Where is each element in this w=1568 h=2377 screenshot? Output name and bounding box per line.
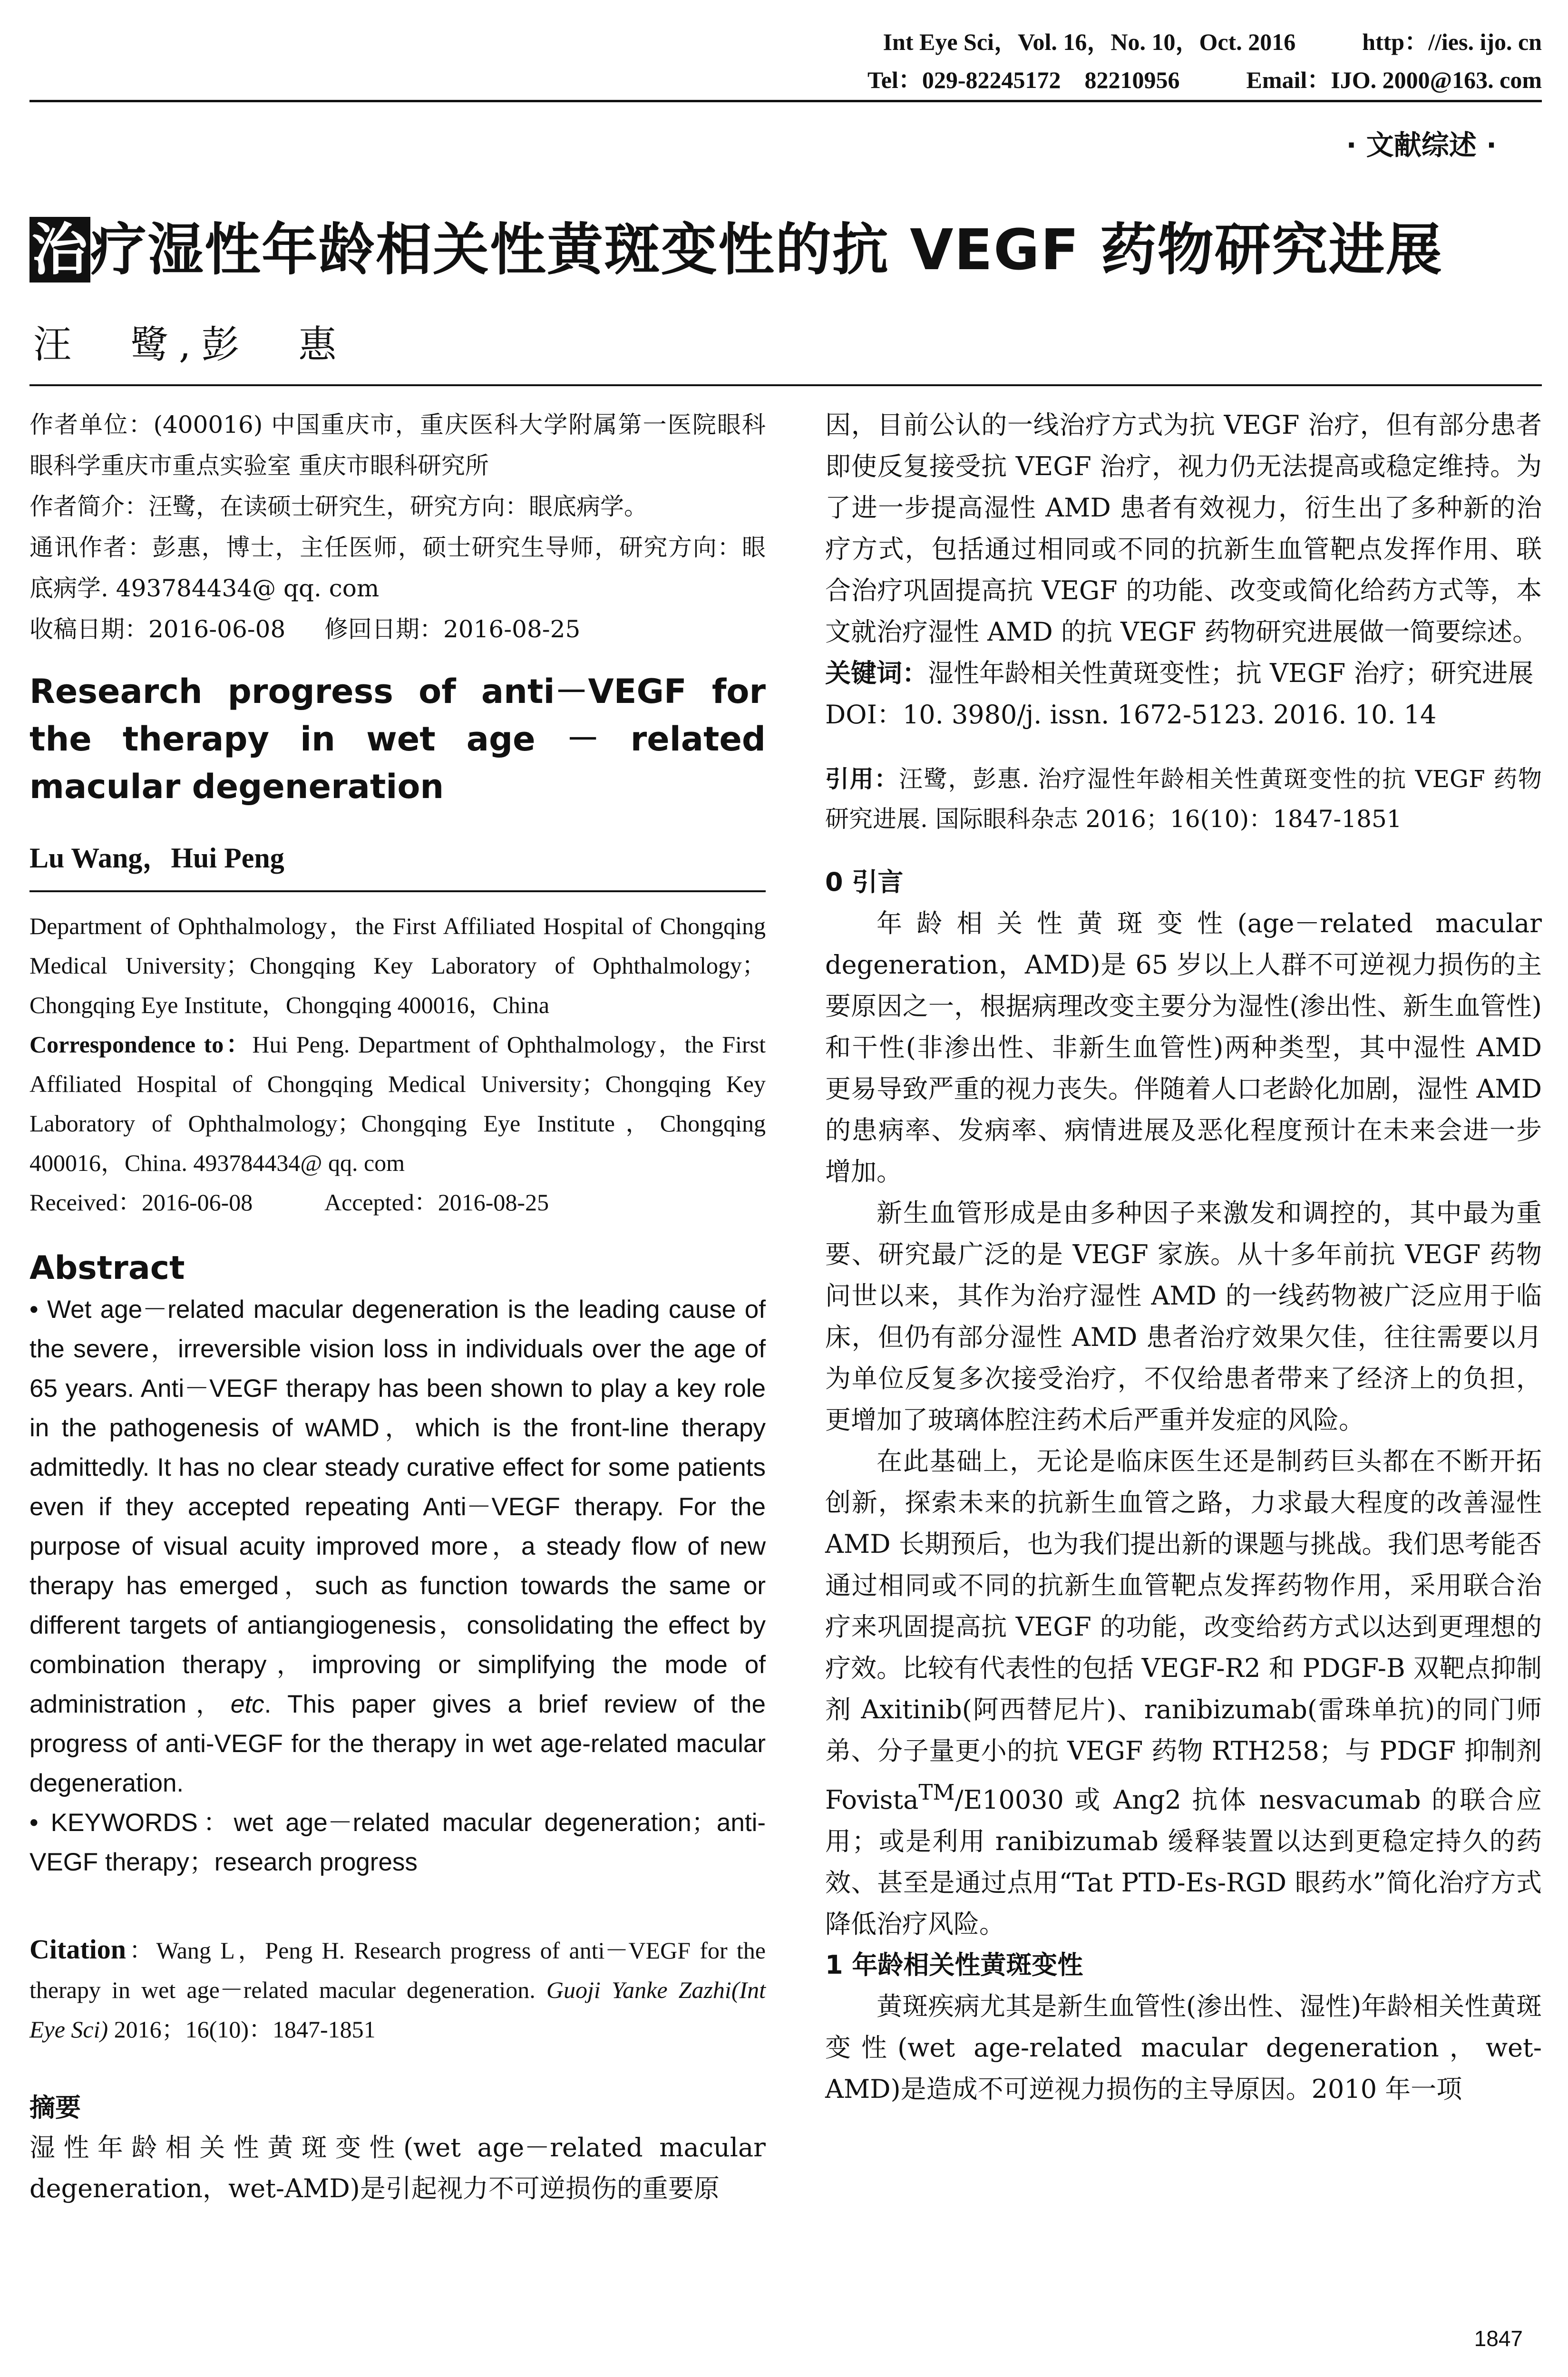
header-divider <box>29 100 1542 102</box>
abstract-etc: etc <box>230 1690 264 1718</box>
journal-url: http：//ies. ijo. cn <box>1362 29 1542 55</box>
received-date-cn: 收稿日期：2016-06-08 <box>29 615 286 643</box>
keywords-en: • KEYWORDS：wet age－related macular degeneration；anti-VEGF therapy；research progress <box>29 1809 766 1876</box>
journal-header-line2 <box>867 61 1542 95</box>
revised-date-cn: 修回日期：2016-08-25 <box>324 615 581 643</box>
title-rest: 疗湿性年龄相关性黄斑变性的抗 VEGF 药物研究进展 <box>90 217 1443 283</box>
citation-journal: Guoji Yanke Zazhi(Int Eye Sci) <box>29 1977 766 2043</box>
paragraph-1: 年龄相关性黄斑变性(age－related macular degeneration，AMD)是 65 岁以上人群不可逆视力损伤的主要原因之一，根据病理改变主要分为湿性(渗出性、新生血管性)和干性(非渗出性、非新生血管性)两种类型，其中湿性 AMD 更易导致严重的视力丧失。伴随着人口老龄化加剧，湿性 AMD 的患病率、发病率、病情进展及恶化程度预计在未来会进一步增加。 <box>825 908 1542 1187</box>
corresponding-author-cn: 通讯作者：彭惠，博士，主任医师，硕士研究生导师，研究方向：眼底病学. 493784434@ qq. com <box>29 534 766 602</box>
abstract-cn-continued: 因，目前公认的一线治疗方式为抗 VEGF 治疗，但有部分患者即使反复接受抗 VEGF 治疗，视力仍无法提高或稳定维持。为了进一步提高湿性 AMD 患者有效视力，衍生出了多种新的治疗方式，包括通过相同或不同的抗新生血管靶点发挥作用、联合治疗巩固提高抗 VEGF 的功能、改变或简化给药方式等，本文就治疗湿性 AMD 的抗 VEGF 药物研究进展做一简要综述。 关键词：湿性年龄相关性黄斑变性；抗 VEGF 治疗；研究进展 DOI：10. 3980/j. issn. 1672-5123. 2016. 10. 14 <box>825 404 1542 735</box>
section-1-body <box>825 1986 1542 2110</box>
paragraph-2: 新生血管形成是由多种因子来激发和调控的，其中最为重要、研究最广泛的是 VEGF 家族。从十多年前抗 VEGF 药物问世以来，其作为治疗湿性 AMD 的一线药物被广泛应用于临床，但仍有部分湿性 AMD 患者治疗效果欠佳，往往需要以月为单位反复多次接受治疗，不仅给患者带来了经济上的负担，更增加了玻璃体腔注药术后严重并发症的风险。 <box>825 1198 1542 1435</box>
column-tag: · 文献综述 · <box>1346 129 1497 161</box>
article-title <box>29 205 1443 285</box>
section-heading-1: 1 年龄相关性黄斑变性 <box>825 1950 1083 1980</box>
doi: DOI：10. 3980/j. issn. 1672-5123. 2016. 10. 14 <box>825 700 1437 730</box>
author-unit: 作者单位：(400016) 中国重庆市，重庆医科大学附属第一医院眼科 眼科学重庆市重点实验室 重庆市眼科研究所 <box>29 411 766 479</box>
english-title: Research progress of anti－VEGF for the therapy in wet age － related macular degeneration <box>29 672 766 806</box>
affiliation-en: Department of Ophthalmology，the First Affiliated Hospital of Chongqing Medical University；Chongqing Key Laboratory of Ophthalmology；Chongqing Eye Institute，Chongqing 400016，China <box>29 913 766 1018</box>
paragraph-3: 在此基础上，无论是临床医生还是制药巨头都在不断开拓创新，探索未来的抗新生血管之路，力求最大程度的改善湿性 AMD 长期预后，也为我们提出新的课题与挑战。我们思考能否通过相同或不同的抗新生血管靶点发挥药物作用，采用联合治疗来巩固提高抗 VEGF 的功能，改变给药方式以达到更理想的疗效。比较有代表性的包括 VEGF-R2 和 PDGF-B 双靶点抑制剂 Axitinib(阿西替尼片)、ranibizumab(雷珠单抗)的同门师弟、分子量更小的抗 VEGF 药物 RTH258；与 PDGF 抑制剂 Fovista™/E10030 或 Ang2 抗体 nesvacumab 的联合应用；或是利用 ranibizumab 缓释装置以达到更稳定持久的药效、甚至是通过点用“Tat PTD-Es-RGD 眼药水”简化治疗方式降低治疗风险。 <box>825 1446 1542 1939</box>
abstract-heading: Abstract <box>29 1249 185 1287</box>
journal-tel: Tel：029-82245172 82210956 <box>867 67 1180 93</box>
paragraph-4: 黄斑疾病尤其是新生血管性(渗出性、湿性)年龄相关性黄斑变性(wet age-related macular degeneration，wet-AMD)是造成不可逆视力损伤的主导原因。2010 年一项 <box>825 1991 1542 2104</box>
citation-cn: 引用：汪鹭，彭惠. 治疗湿性年龄相关性黄斑变性的抗 VEGF 药物研究进展. 国际眼科杂志 2016；16(10)：1847-1851 <box>825 765 1542 833</box>
journal-header-line1 <box>883 23 1542 57</box>
affiliation-block <box>29 906 766 1222</box>
title-divider <box>29 384 1542 386</box>
section-heading-intro: 0 引言 <box>825 867 904 897</box>
trademark-mark: TM <box>918 1780 955 1805</box>
abstract-cn-heading: 摘要 <box>29 2093 81 2123</box>
citation-en: Citation：Wang L，Peng H. Research progress of anti－VEGF for the therapy in wet age－related macular degeneration. Guoji Yanke Zazhi(Int Eye Sci) 2016；16(10)：1847-1851 <box>29 1934 766 2043</box>
intro-body <box>825 903 1542 1945</box>
english-authors: Lu Wang，Hui Peng <box>29 842 284 874</box>
journal-citation: Int Eye Sci，Vol. 16，No. 10，Oct. 2016 <box>883 29 1296 55</box>
journal-email: Email：IJO. 2000@163. com <box>1246 67 1542 93</box>
page-number: 1847 <box>1474 2326 1523 2351</box>
dates-en <box>29 1183 766 1222</box>
authors-divider <box>29 890 766 892</box>
accepted-date-en: Accepted：2016-08-25 <box>324 1189 549 1216</box>
author-intro: 作者简介：汪鹭，在读硕士研究生，研究方向：眼底病学。 <box>29 493 648 520</box>
correspondence-text: Hui Peng. Department of Ophthalmology，the First Affiliated Hospital of Chongqing Medical University；Chongqing Key Laboratory of Ophthalmology；Chongqing Eye Institute，Chongqing 400016，China. 493784434@ qq. com <box>29 1031 766 1176</box>
authors-cn: 汪 鹭,彭 惠 <box>33 322 347 367</box>
correspondence-label: Correspondence to： <box>29 1031 253 1058</box>
left-column <box>29 404 766 2209</box>
keywords-cn-label: 关键词： <box>825 658 928 688</box>
correspondence-en <box>29 1025 766 1183</box>
right-column <box>825 404 1542 2110</box>
citation-cn-label: 引用： <box>825 765 899 793</box>
keywords-cn: 关键词：湿性年龄相关性黄斑变性；抗 VEGF 治疗；研究进展 <box>825 658 1534 688</box>
abstract-cn-left: 湿性年龄相关性黄斑变性(wet age－related macular degeneration，wet-AMD)是引起视力不可逆损伤的重要原 <box>29 2133 766 2203</box>
abstract-text: • Wet age－related macular degeneration is the leading cause of the severe，irreversible vision loss in individuals over the age of 65 years. Anti－VEGF therapy has been shown to play a key role in the pathogenesis of wAMD，which is the front-line therapy admittedly. It has no clear steady curative effect for some patients even if they accepted repeating Anti－VEGF therapy. For the purpose of visual acuity improved more，a steady flow of new therapy has emerged，such as function towards the same or different targets of antiangiogenesis，consolidating the effect by combination therapy，improving or simplifying the mode of administration，etc. This paper gives a brief review of the progress of anti-VEGF for the therapy in wet age-related macular degeneration. <box>29 1296 766 1797</box>
received-date-en: Received：2016-06-08 <box>29 1189 253 1216</box>
title-first-char: 治 <box>29 217 90 283</box>
dates-cn <box>29 609 766 650</box>
author-info-cn <box>29 404 766 650</box>
citation-label: Citation <box>29 1934 126 1965</box>
abstract-body <box>29 1290 766 1882</box>
